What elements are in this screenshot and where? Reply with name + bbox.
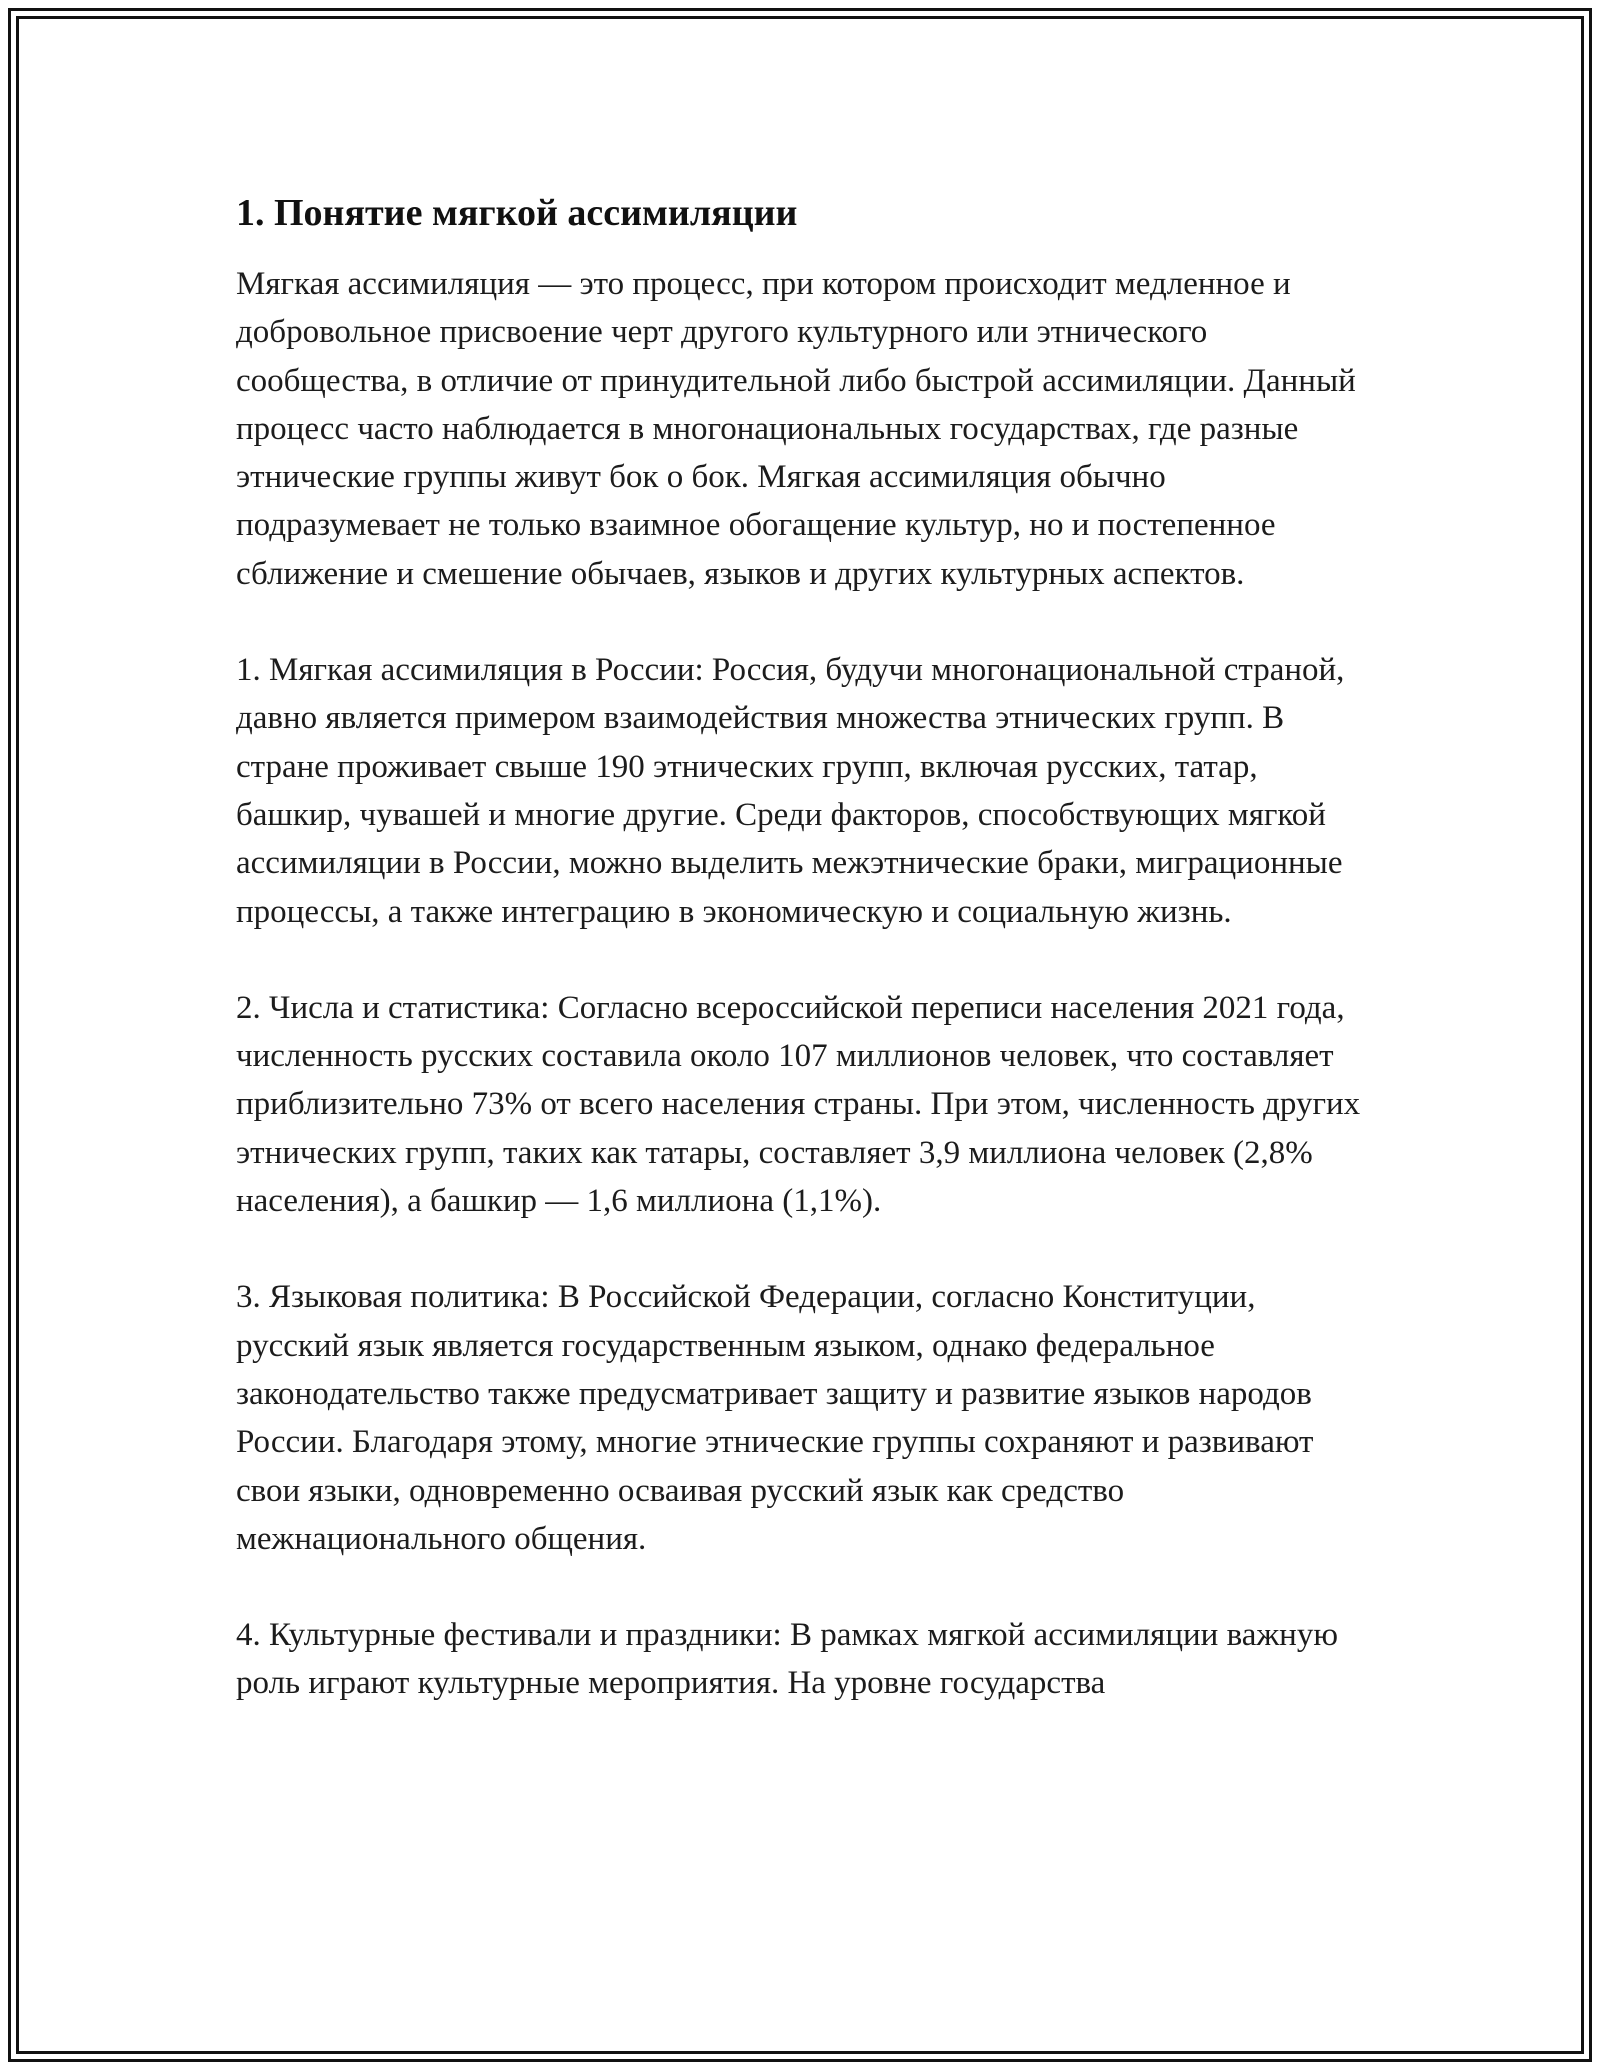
section-heading: 1. Понятие мягкой ассимиляции — [236, 192, 798, 234]
intro-paragraph: Мягкая ассимиляция — это процесс, при котором происходит медленное и добровольное присвоение черт другого культурного или этнического сообщества, в отличие от принудительной либо быстрой ассимиляции. Данный процесс часто наблюдается в многонациональных государствах, где разные этнические группы живут бок о бок. Мягкая ассимиляция обычно подразумевает не только взаимное обогащение культур, но и постепенное сближение и смешение обычаев, языков и других культурных аспектов. — [236, 266, 1356, 592]
document-body — [236, 182, 1376, 1708]
paragraph-language-policy: 3. Языковая политика: В Российской Федерации, согласно Конституции, русский язык является государственным языком, однако федеральное законодательство также предусматривает защиту и развитие языков народов России. Благодаря этому, многие этнические группы сохраняют и развивают свои языки, одновременно осваивая русский язык как средство межнационального общения. — [236, 1279, 1314, 1557]
paragraph-festivals: 4. Культурные фестивали и праздники: В рамках мягкой ассимиляции важную роль играют культурные мероприятия. На уровне государства — [236, 1617, 1338, 1702]
paragraph-statistics: 2. Числа и статистика: Согласно всероссийской переписи населения 2021 года, численность русских составила около 107 миллионов человек, что составляет приблизительно 73% от всего населения страны. При этом, численность других этнических групп, таких как татары, составляет 3,9 миллиона человек (2,8% населения), а башкир — 1,6 миллиона (1,1%). — [236, 989, 1361, 1220]
paragraph-russia: 1. Мягкая ассимиляция в России: Россия, будучи многонациональной страной, давно является примером взаимодействия множества этнических групп. В стране проживает свыше 190 этнических групп, включая русских, татар, башкир, чувашей и многие другие. Среди факторов, способствующих мягкой ассимиляции в России, можно выделить межэтнические браки, миграционные процессы, а также интеграцию в экономическую и социальную жизнь. — [236, 652, 1345, 930]
